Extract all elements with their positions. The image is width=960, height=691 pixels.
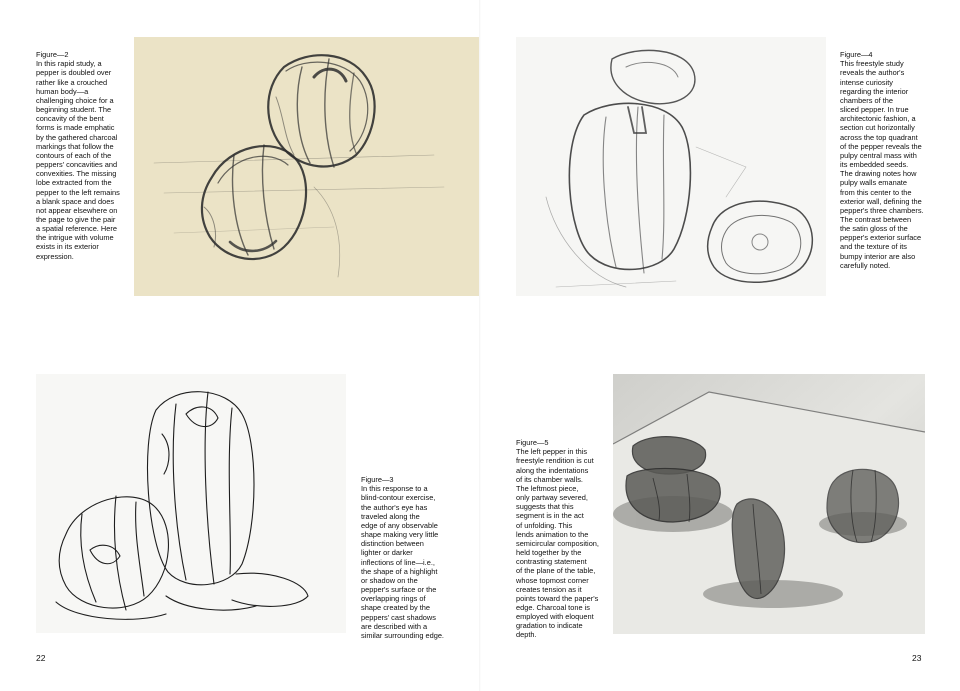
figure-5-label: Figure—5: [516, 438, 549, 448]
page-number-left: 22: [36, 653, 46, 663]
page-number-right: 23: [912, 653, 922, 663]
figure-4-drawing: [516, 37, 826, 296]
figure-2-caption: [36, 41, 124, 261]
book-gutter: [479, 0, 481, 691]
figure-2-label: Figure—2: [36, 50, 69, 60]
figure-2-drawing: [134, 37, 479, 296]
figure-5-text: The left pepper in this freestyle rendition is cut along the indentations of its chamber walls. The leftmost piece, only partway severed, suggests that this segment is in the act of unfolding. This lends animation to the semicircular composition, held together by the contrasting statement of the plane of the table, whose topmost corner creates tension as it points toward the paper's edge. Charcoal tone is employed with eloquent gradation to indicate depth.: [516, 447, 599, 640]
figure-3-text: In this response to a blind-contour exercise, the author's eye has traveled along the edge of any observable shape making very little distinction between lighter or darker inflections of line—i.e., the shape of a highlight or shadow on the pepper's surface or the overlapping rings of shape created by the peppers' cast shadows are described with a similar surrounding edge.: [361, 484, 444, 640]
figure-2-text: In this rapid study, a pepper is doubled over rather like a crouched human body—a challenging choice for a beginning student. The concavity of the bent forms is made emphatic by the gathered charcoal markings that follow the contours of each of the peppers' concavities and convexities. The missing lobe extracted from the pepper to the left remains a blank space and does not appear elsewhere on the page to give the pair a spatial reference. Here the intrigue with volume exists in its exterior expression.: [36, 59, 120, 261]
figure-4-text: This freestyle study reveals the author's intense curiosity regarding the interior chambers of the sliced pepper. In true architectonic fashion, a section cut horizontally across the top quadrant of the pepper reveals the pulpy central mass with its embedded seeds. The drawing notes how pulpy walls emanate from this center to the exterior wall, defining the pepper's three chambers. The contrast between the satin gloss of the pepper's exterior surface and the texture of its bumpy interior are also carefully noted.: [840, 59, 924, 270]
figure-3-drawing: [36, 374, 346, 633]
figure-5-drawing: [613, 374, 925, 634]
figure-3-caption: [361, 466, 453, 640]
figure-4-label: Figure—4: [840, 50, 873, 60]
figure-5-caption: [516, 429, 606, 640]
figure-3-label: Figure—3: [361, 475, 394, 485]
figure-4-caption: [840, 41, 932, 270]
